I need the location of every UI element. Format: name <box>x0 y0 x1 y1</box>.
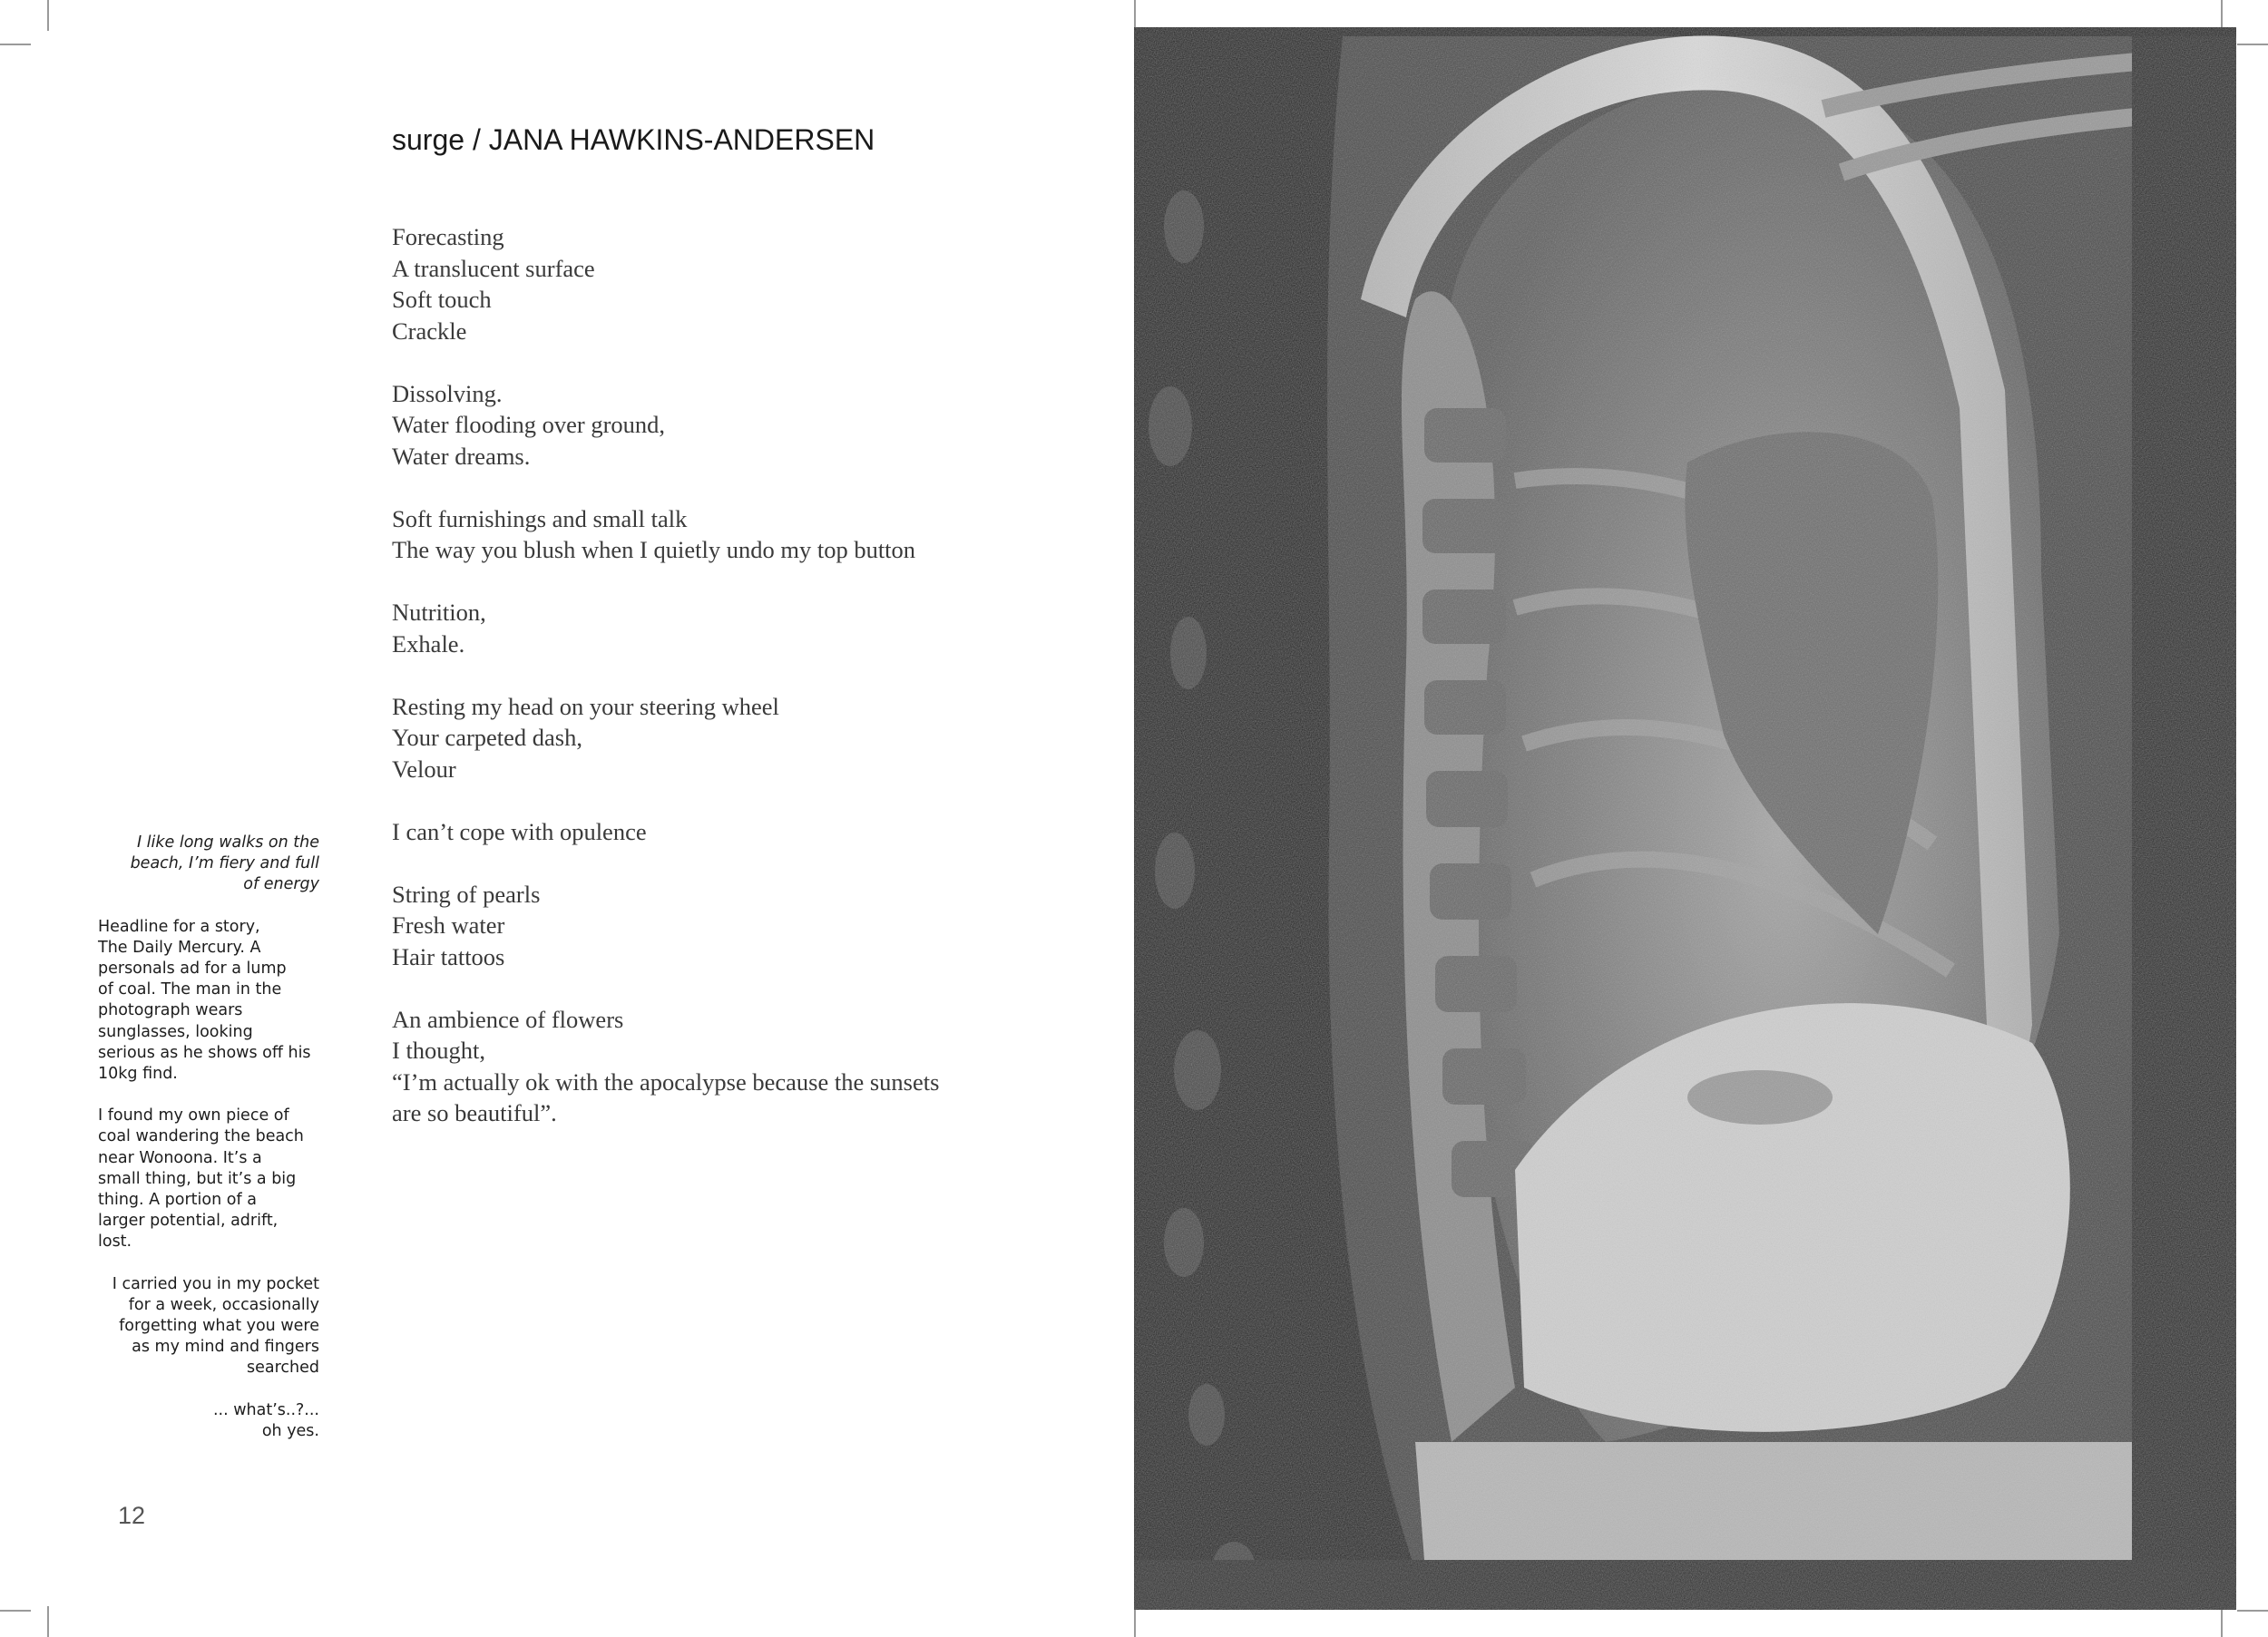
poem <box>392 221 991 1160</box>
poem-line: Nutrition, <box>392 599 486 626</box>
sidebar-line: Headline for a story, <box>98 917 260 936</box>
sidebar-notes <box>98 833 319 1463</box>
poem-line: A translucent surface <box>392 254 595 282</box>
sidebar-line: as my mind and fingers <box>132 1338 319 1357</box>
sidebar-line: oh yes. <box>261 1421 319 1440</box>
poem-stanza <box>392 378 991 473</box>
crop-mark <box>2221 0 2223 31</box>
poem-line: Resting my head on your steering wheel <box>392 692 779 720</box>
sidebar-line: 10kg find. <box>98 1065 178 1084</box>
poem-stanza <box>392 879 991 973</box>
crop-mark <box>2237 44 2268 45</box>
crop-mark <box>1134 1606 1136 1637</box>
poem-stanza <box>392 1004 991 1129</box>
poem-stanza <box>392 503 991 566</box>
sidebar-line: small thing, but it’s a big <box>98 1169 297 1188</box>
sidebar-line: photograph wears <box>98 1001 243 1020</box>
sidebar-line: searched <box>246 1359 319 1378</box>
poem-stanza <box>392 816 991 848</box>
poem-line: String of pearls <box>392 880 541 908</box>
crop-mark <box>2237 1610 2268 1612</box>
poem-line: I thought, <box>392 1037 486 1064</box>
sidebar-line: I like long walks on the <box>136 833 319 852</box>
sidebar-line: thing. A portion of a <box>98 1191 257 1210</box>
poem-line: Water flooding over ground, <box>392 411 666 438</box>
sidebar-line: of coal. The man in the <box>98 980 282 999</box>
sidebar-line: lost. <box>98 1233 132 1252</box>
sidebar-line: I found my own piece of <box>98 1106 289 1125</box>
sidebar-paragraph <box>98 833 319 896</box>
sidebar-line: larger potential, adrift, <box>98 1212 279 1231</box>
sidebar-line: sunglasses, looking <box>98 1022 253 1041</box>
poem-line: Water dreams. <box>392 442 531 470</box>
poem-stanza <box>392 597 991 659</box>
xray-image <box>1134 27 2236 1610</box>
poem-line: Fresh water <box>392 911 505 939</box>
poem-line: The way you blush when I quietly undo my top button <box>392 536 916 563</box>
poem-line: Velour <box>392 755 456 783</box>
poem-line: An ambience of flowers <box>392 1005 624 1033</box>
poem-line: Soft furnishings and small talk <box>392 504 688 532</box>
sidebar-paragraph <box>98 1106 319 1252</box>
poem-line: Soft touch <box>392 286 492 313</box>
poem-line: Crackle <box>392 317 467 345</box>
crop-mark <box>1134 0 1136 31</box>
sidebar-line: ... what’s..?... <box>212 1400 319 1419</box>
sidebar-line: personals ad for a lump <box>98 960 287 979</box>
page-title: surge / JANA HAWKINS-ANDERSEN <box>392 123 875 156</box>
poem-line: I can’t cope with opulence <box>392 817 647 845</box>
page-number: 12 <box>118 1502 146 1529</box>
poem-stanza <box>392 691 991 785</box>
sidebar-line: I carried you in my pocket <box>112 1274 319 1293</box>
sidebar-paragraph <box>98 1400 319 1442</box>
poem-line: are so beautiful”. <box>392 1099 557 1126</box>
poem-line: Exhale. <box>392 629 465 658</box>
sidebar-line: coal wandering the beach <box>98 1127 304 1146</box>
poem-line: Dissolving. <box>392 379 503 407</box>
xray-illustration <box>1134 27 2236 1610</box>
poem-line: Your carpeted dash, <box>392 724 582 751</box>
sidebar-line: near Wonoona. It’s a <box>98 1148 262 1167</box>
crop-mark <box>2221 1606 2223 1637</box>
sidebar-line: for a week, occasionally <box>128 1295 319 1314</box>
sidebar-line: serious as he shows off his <box>98 1043 311 1062</box>
sidebar-paragraph <box>98 917 319 1086</box>
poem-line: Hair tattoos <box>392 942 505 970</box>
sidebar-line: forgetting what you were <box>119 1317 319 1336</box>
sidebar-line: beach, I’m fiery and full <box>130 854 319 873</box>
sidebar-paragraph <box>98 1274 319 1379</box>
poem-stanza <box>392 221 991 346</box>
poem-line: Forecasting <box>392 223 504 250</box>
sidebar-line: of energy <box>243 875 319 894</box>
sidebar-line: The Daily Mercury. A <box>98 938 261 957</box>
poem-line: “I’m actually ok with the apocalypse because the sunsets <box>392 1067 940 1096</box>
